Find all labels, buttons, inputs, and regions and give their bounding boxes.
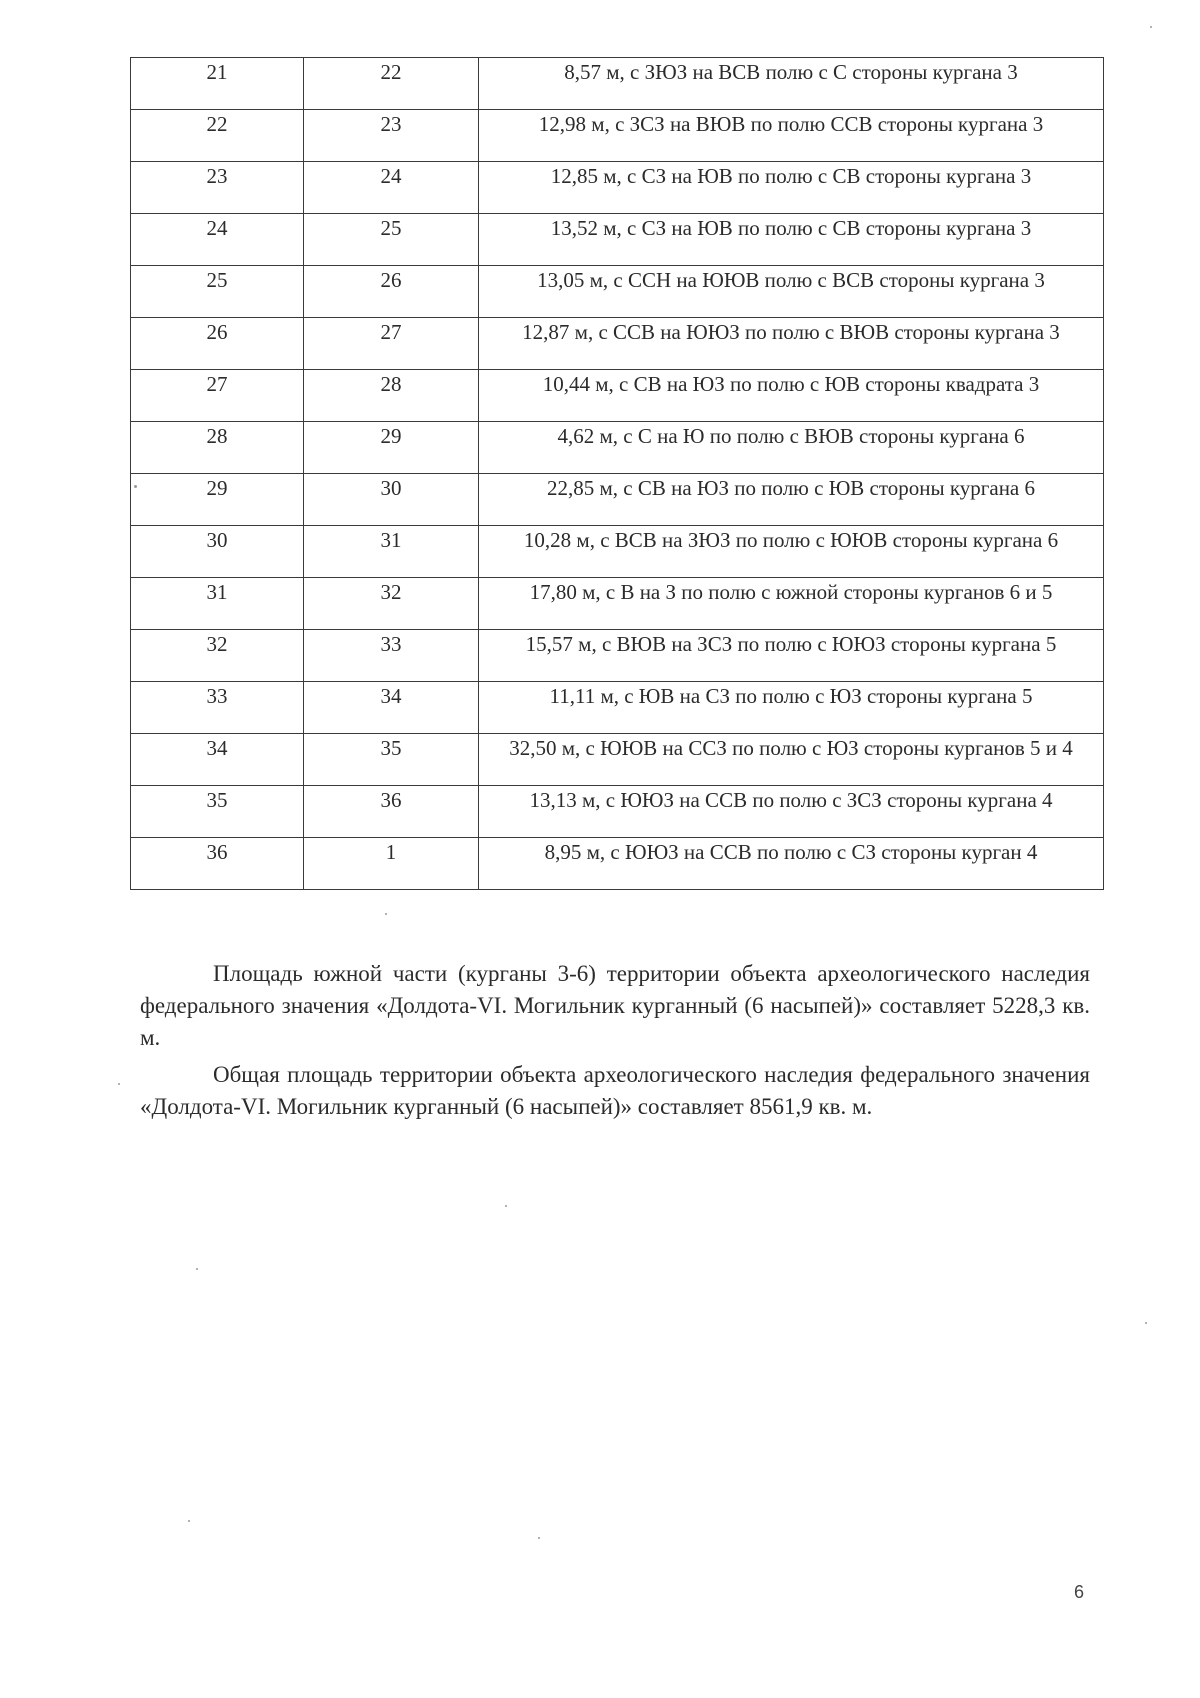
scan-speck bbox=[385, 913, 387, 915]
point-from-cell: 34 bbox=[131, 734, 304, 786]
scan-speck bbox=[538, 1537, 540, 1539]
point-to-cell: 34 bbox=[304, 682, 479, 734]
segment-description-cell: 11,11 м, с ЮВ на СЗ по полю с ЮЗ стороны кургана 5 bbox=[479, 682, 1104, 734]
point-from-cell: 22 bbox=[131, 110, 304, 162]
segment-description-cell: 17,80 м, с В на З по полю с южной стороны курганов 6 и 5 bbox=[479, 578, 1104, 630]
point-to-cell: 30 bbox=[304, 474, 479, 526]
scan-speck bbox=[134, 485, 137, 488]
point-to-cell: 22 bbox=[304, 58, 479, 110]
point-from-cell: 32 bbox=[131, 630, 304, 682]
point-from-cell: 35 bbox=[131, 786, 304, 838]
segment-description-cell: 13,13 м, с ЮЮЗ на ССВ по полю с ЗСЗ стороны кургана 4 bbox=[479, 786, 1104, 838]
point-from-cell: 36 bbox=[131, 838, 304, 890]
point-from-cell: 25 bbox=[131, 266, 304, 318]
segment-description-cell: 8,57 м, с ЗЮЗ на ВСВ полю с С стороны кургана 3 bbox=[479, 58, 1104, 110]
table-row bbox=[131, 578, 1104, 630]
page-number: 6 bbox=[1074, 1582, 1085, 1602]
segment-description-cell: 13,05 м, с ССН на ЮЮВ полю с ВСВ стороны кургана 3 bbox=[479, 266, 1104, 318]
segment-description-cell: 22,85 м, с СВ на ЮЗ по полю с ЮВ стороны кургана 6 bbox=[479, 474, 1104, 526]
point-from-cell: 21 bbox=[131, 58, 304, 110]
boundary-points-table bbox=[130, 57, 1104, 890]
point-to-cell: 32 bbox=[304, 578, 479, 630]
point-from-cell: 30 bbox=[131, 526, 304, 578]
segment-description-cell: 8,95 м, с ЮЮЗ на ССВ по полю с СЗ стороны курган 4 bbox=[479, 838, 1104, 890]
table-row bbox=[131, 474, 1104, 526]
segment-description-cell: 4,62 м, с С на Ю по полю с ВЮВ стороны кургана 6 bbox=[479, 422, 1104, 474]
total-area-paragraph: Общая площадь территории объекта археологического наследия федерального значения «Долдота-VI. Могильник курганный (6 насыпей)» составляет 8561,9 кв. м. bbox=[140, 1062, 1090, 1119]
scan-speck bbox=[505, 1205, 507, 1207]
table-row bbox=[131, 786, 1104, 838]
point-from-cell: 27 bbox=[131, 370, 304, 422]
segment-description-cell: 13,52 м, с СЗ на ЮВ по полю с СВ стороны кургана 3 bbox=[479, 214, 1104, 266]
table-row bbox=[131, 318, 1104, 370]
point-to-cell: 31 bbox=[304, 526, 479, 578]
point-from-cell: 33 bbox=[131, 682, 304, 734]
scan-speck bbox=[1150, 26, 1152, 28]
table-row bbox=[131, 682, 1104, 734]
point-to-cell: 25 bbox=[304, 214, 479, 266]
point-from-cell: 23 bbox=[131, 162, 304, 214]
point-to-cell: 24 bbox=[304, 162, 479, 214]
segment-description-cell: 12,87 м, с ССВ на ЮЮЗ по полю с ВЮВ стороны кургана 3 bbox=[479, 318, 1104, 370]
point-from-cell: 26 bbox=[131, 318, 304, 370]
point-to-cell: 28 bbox=[304, 370, 479, 422]
point-to-cell: 29 bbox=[304, 422, 479, 474]
south-area-paragraph: Площадь южной части (курганы 3-6) территории объекта археологического наследия федерального значения «Долдота-VI. Могильник курганный (6 насыпей)» составляет 5228,3 кв. м. bbox=[140, 961, 1090, 1050]
point-to-cell: 1 bbox=[304, 838, 479, 890]
table-row bbox=[131, 734, 1104, 786]
point-to-cell: 23 bbox=[304, 110, 479, 162]
point-to-cell: 35 bbox=[304, 734, 479, 786]
scan-speck bbox=[196, 1268, 198, 1270]
point-to-cell: 27 bbox=[304, 318, 479, 370]
scan-speck bbox=[118, 1083, 120, 1085]
table-row bbox=[131, 162, 1104, 214]
table-row bbox=[131, 110, 1104, 162]
point-from-cell: 31 bbox=[131, 578, 304, 630]
segment-description-cell: 12,98 м, с ЗСЗ на ВЮВ по полю ССВ стороны кургана 3 bbox=[479, 110, 1104, 162]
segment-description-cell: 10,44 м, с СВ на ЮЗ по полю с ЮВ стороны квадрата 3 bbox=[479, 370, 1104, 422]
segment-description-cell: 12,85 м, с СЗ на ЮВ по полю с СВ стороны кургана 3 bbox=[479, 162, 1104, 214]
point-to-cell: 26 bbox=[304, 266, 479, 318]
segment-description-cell: 15,57 м, с ВЮВ на ЗСЗ по полю с ЮЮЗ стороны кургана 5 bbox=[479, 630, 1104, 682]
table-row bbox=[131, 630, 1104, 682]
table-row bbox=[131, 214, 1104, 266]
point-to-cell: 33 bbox=[304, 630, 479, 682]
point-from-cell: 28 bbox=[131, 422, 304, 474]
scan-speck bbox=[1145, 1322, 1147, 1324]
table-row bbox=[131, 370, 1104, 422]
segment-description-cell: 32,50 м, с ЮЮВ на ССЗ по полю с ЮЗ стороны курганов 5 и 4 bbox=[479, 734, 1104, 786]
table-row bbox=[131, 526, 1104, 578]
point-from-cell: 29 bbox=[131, 474, 304, 526]
table-row bbox=[131, 266, 1104, 318]
table-row bbox=[131, 58, 1104, 110]
scan-speck bbox=[188, 1520, 190, 1522]
segment-description-cell: 10,28 м, с ВСВ на ЗЮЗ по полю с ЮЮВ стороны кургана 6 bbox=[479, 526, 1104, 578]
table-row bbox=[131, 422, 1104, 474]
point-to-cell: 36 bbox=[304, 786, 479, 838]
point-from-cell: 24 bbox=[131, 214, 304, 266]
table-row bbox=[131, 838, 1104, 890]
